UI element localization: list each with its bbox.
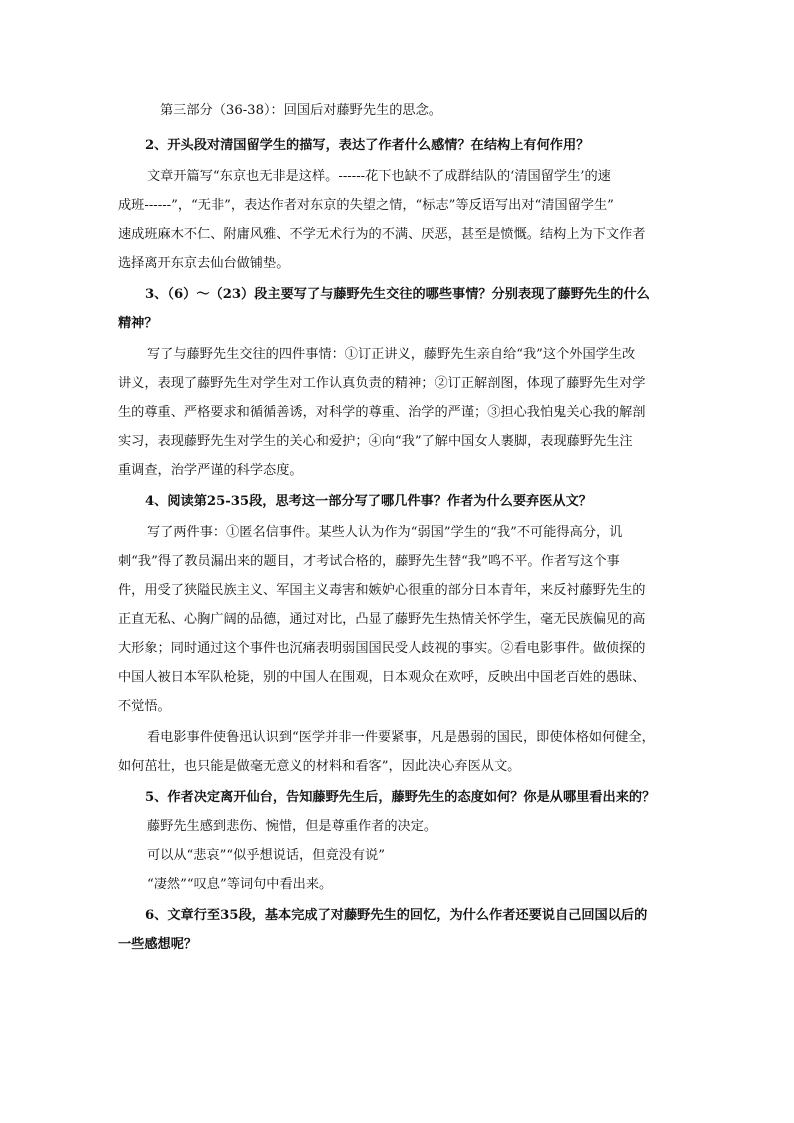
answer-4-line-6: 中国人被日本军队枪毙，别的中国人在围观，日本观众在欢呼，反映出中国老百姓的愚昧、 — [118, 670, 646, 685]
answer-3-line-2: 讲义，表现了藤野先生对学生对工作认真负责的精神；②订正解剖图，体现了藤野先生对学 — [118, 376, 646, 391]
answer-3-line-3: 生的尊重、严格要求和循循善诱，对科学的尊重、治学的严谨；③担心我怕鬼关心我的解剖 — [118, 405, 646, 420]
answer-4-line-3: 件，用受了狭隘民族主义、军国主义毒害和嫉妒心很重的部分日本青年，来反衬藤野先生的 — [118, 583, 646, 598]
answer-4-line-9: 如何茁壮，也只能是做毫无意义的材料和看客”，因此决心弃医从文。 — [118, 759, 521, 774]
answer-4-line-7: 不觉悟。 — [118, 699, 171, 714]
answer-2-line-3: 速成班麻木不仁、附庸风雅、不学无术行为的不满、厌恶，甚至是愤慨。结构上为下文作者 — [118, 227, 646, 242]
answer-4-line-2: 刺“我”得了教员漏出来的题目，才考试合格的，藤野先生替“我”鸣不平。作者写这个事 — [118, 554, 620, 569]
document-body — [118, 96, 674, 959]
question-6-line-2: 一些感想呢？ — [118, 937, 198, 952]
answer-2-line-1: 文章开篇写“东京也无非是这样。------花下也缺不了成群结队的‘清国留学生’的速 — [147, 169, 611, 184]
answer-4-line-4: 正直无私、心胸广阔的品德，通过对比，凸显了藤野先生热情关怀学生，毫无民族偏见的高 — [118, 612, 646, 627]
answer-4-line-5: 大形象；同时通过这个事件也沉痛表明弱国国民受人歧视的事实。②看电影事件。做侦探的 — [118, 641, 646, 656]
question-5: 5、作者决定离开仙台，告知藤野先生后，藤野先生的态度如何？你是从哪里看出来的？ — [145, 790, 656, 805]
question-3-line-1: 3、（6）～（23）段主要写了与藤野先生交往的哪些事情？分别表现了藤野先生的什么 — [145, 287, 650, 302]
answer-4-line-1: 写了两件事：①匿名信事件。某些人认为作为“弱国”学生的“我”不可能得高分，讥 — [147, 525, 623, 540]
answer-2-line-2: 成班------”，“无非”，表达作者对东京的失望之情，“标志”等反语写出对“清国留学生” — [118, 198, 614, 213]
question-2: 2、开头段对清国留学生的描写，表达了作者什么感情？在结构上有何作用？ — [145, 138, 590, 153]
answer-3-line-4: 实习，表现藤野先生对学生的关心和爱护；④向“我”了解中国女人裹脚，表现藤野先生注 — [118, 434, 633, 449]
answer-3-line-5: 重调查，治学严谨的科学态度。 — [118, 463, 303, 478]
question-6-line-1: 6、文章行至35段，基本完成了对藤野先生的回忆，为什么作者还要说自己回国以后的 — [145, 908, 648, 923]
answer-5-line-2: 可以从“悲哀”“似乎想说话，但竟没有说” — [147, 848, 385, 863]
part-three-summary: 第三部分（36-38）：回国后对藤野先生的思念。 — [160, 103, 442, 118]
answer-3-line-1: 写了与藤野先生交往的四件事情：①订正讲义，藤野先生亲自给“我”这个外国学生改 — [147, 347, 636, 362]
answer-5-line-3: “凄然”“叹息”等词句中看出来。 — [147, 877, 333, 892]
answer-2-line-4: 选择离开东京去仙台做铺垫。 — [118, 256, 290, 271]
answer-4-line-8: 看电影事件使鲁迅认识到“医学并非一件要紧事，凡是愚弱的国民，即使体格如何健全， — [147, 730, 655, 745]
answer-5-line-1: 藤野先生感到悲伤、惋惜，但是尊重作者的决定。 — [147, 819, 438, 834]
question-4: 4、阅读第25-35段，思考这一部分写了哪几件事？作者为什么要弃医从文？ — [145, 494, 592, 509]
question-3-line-2: 精神？ — [118, 316, 158, 331]
